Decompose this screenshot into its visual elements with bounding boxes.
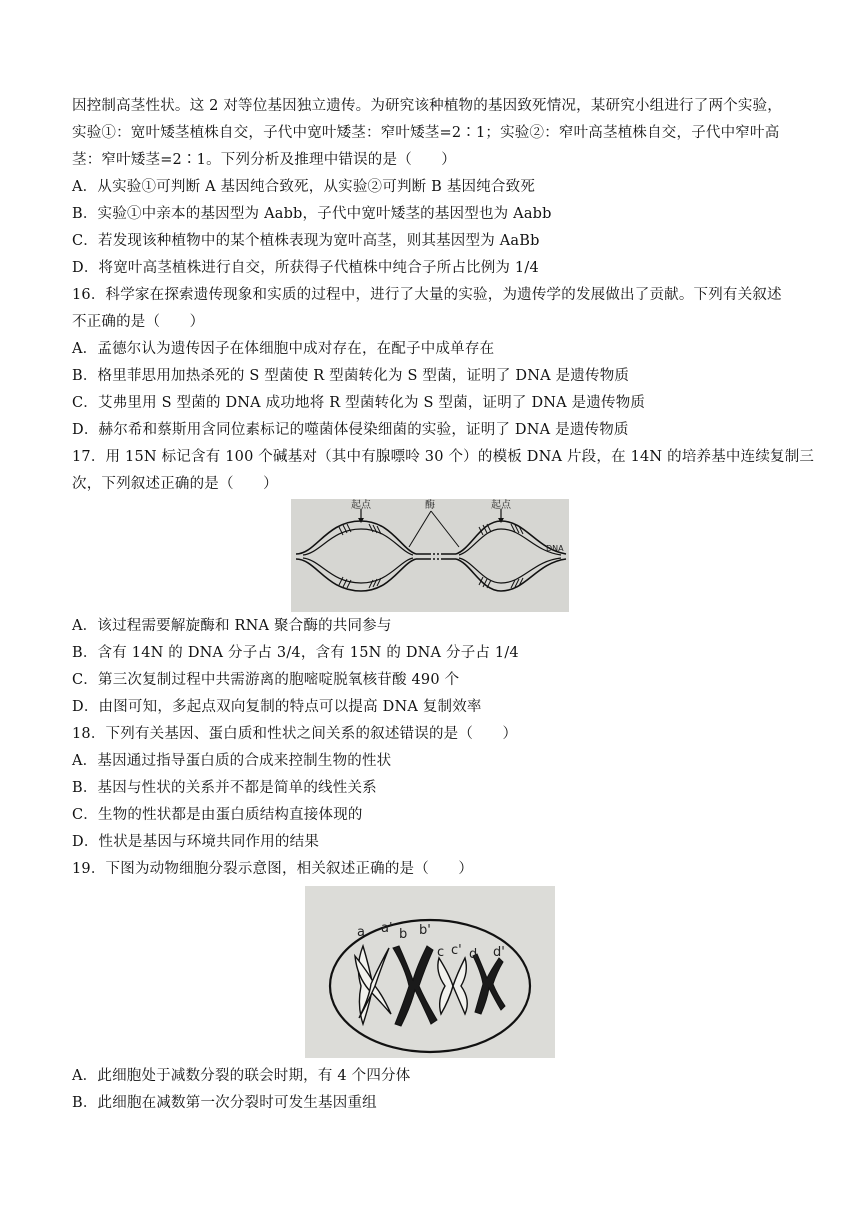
- q15-stem-line-3: 茎：窄叶矮茎=2∶1。下列分析及推理中错误的是（ ）: [72, 152, 456, 168]
- q17-stem-line-1: 17．用 15N 标记含有 100 个碱基对（其中有腺嘌呤 30 个）的模板 DNA 片段，在 14N 的培养基中连续复制三: [72, 449, 815, 465]
- q15-stem-line-2: 实验①：宽叶矮茎植株自交，子代中宽叶矮茎：窄叶矮茎=2∶1；实验②：窄叶高茎植株自交，子代中窄叶高: [72, 125, 780, 141]
- cell-division-diagram: [305, 886, 555, 1058]
- dna-replication-diagram: [291, 499, 569, 612]
- q17-option-b: B．含有 14N 的 DNA 分子占 3/4，含有 15N 的 DNA 分子占 1/4: [72, 645, 519, 661]
- allele-label-c-prime: c': [451, 943, 462, 958]
- q17-option-c: C．第三次复制过程中共需游离的胞嘧啶脱氧核苷酸 490 个: [72, 672, 460, 688]
- q15-option-a: A．从实验①可判断 A 基因纯合致死，从实验②可判断 B 基因纯合致死: [72, 179, 536, 195]
- dna-strand-label: DNA: [546, 544, 564, 553]
- q15-option-d: D．将宽叶高茎植株进行自交，所获得子代植株中纯合子所占比例为 1/4: [72, 260, 539, 276]
- q18-option-a: A．基因通过指导蛋白质的合成来控制生物的性状: [72, 753, 392, 769]
- q17-option-a: A．该过程需要解旋酶和 RNA 聚合酶的共同参与: [72, 618, 392, 634]
- dna-origin-label-left: 起点: [351, 500, 371, 511]
- q16-stem-line-1: 16．科学家在探索遗传现象和实质的过程中，进行了大量的实验，为遗传学的发展做出了贡献。下列有关叙述: [72, 287, 782, 303]
- q18-stem: 18．下列有关基因、蛋白质和性状之间关系的叙述错误的是（ ）: [72, 726, 518, 742]
- q17-stem-line-2: 次，下列叙述正确的是（ ）: [72, 476, 278, 492]
- allele-label-b-prime: b': [419, 923, 431, 938]
- dna-origin-label-right: 起点: [491, 500, 511, 511]
- dna-enzyme-label: 酶: [425, 500, 435, 511]
- q18-option-d: D．性状是基因与环境共同作用的结果: [72, 834, 320, 850]
- q19-stem: 19．下图为动物细胞分裂示意图，相关叙述正确的是（ ）: [72, 861, 474, 877]
- q16-option-a: A．孟德尔认为遗传因子在体细胞中成对存在，在配子中成单存在: [72, 341, 495, 357]
- q15-stem-line-1: 因控制高茎性状。这 2 对等位基因独立遗传。为研究该种植物的基因致死情况，某研究小组进行了两个实验，: [72, 98, 782, 114]
- q16-option-c: C．艾弗里用 S 型菌的 DNA 成功地将 R 型菌转化为 S 型菌，证明了 DNA 是遗传物质: [72, 395, 646, 411]
- q19-option-b: B．此细胞在减数第一次分裂时可发生基因重组: [72, 1095, 377, 1111]
- allele-label-b: b: [399, 927, 408, 942]
- q16-stem-line-2: 不正确的是（ ）: [72, 314, 205, 330]
- allele-label-c: c: [437, 945, 445, 960]
- allele-label-a: a: [357, 925, 365, 940]
- allele-label-a-prime: a': [381, 921, 393, 936]
- q15-option-c: C．若发现该种植物中的某个植株表现为宽叶高茎，则其基因型为 AaBb: [72, 233, 540, 249]
- q15-option-b: B．实验①中亲本的基因型为 Aabb，子代中宽叶矮茎的基因型也为 Aabb: [72, 206, 552, 222]
- q16-option-d: D．赫尔希和蔡斯用含同位素标记的噬菌体侵染细菌的实验，证明了 DNA 是遗传物质: [72, 422, 629, 438]
- allele-label-d-prime: d': [493, 945, 505, 960]
- q18-option-b: B．基因与性状的关系并不都是简单的线性关系: [72, 780, 377, 796]
- q18-option-c: C．生物的性状都是由蛋白质结构直接体现的: [72, 807, 363, 823]
- q17-option-d: D．由图可知，多起点双向复制的特点可以提高 DNA 复制效率: [72, 699, 482, 715]
- dna-replication-figure: [291, 499, 569, 612]
- cell-division-figure: [305, 886, 555, 1058]
- q19-option-a: A．此细胞处于减数分裂的联会时期，有 4 个四分体: [72, 1068, 411, 1084]
- allele-label-d: d: [469, 947, 478, 962]
- q16-option-b: B．格里菲思用加热杀死的 S 型菌使 R 型菌转化为 S 型菌，证明了 DNA 是遗传物质: [72, 368, 630, 384]
